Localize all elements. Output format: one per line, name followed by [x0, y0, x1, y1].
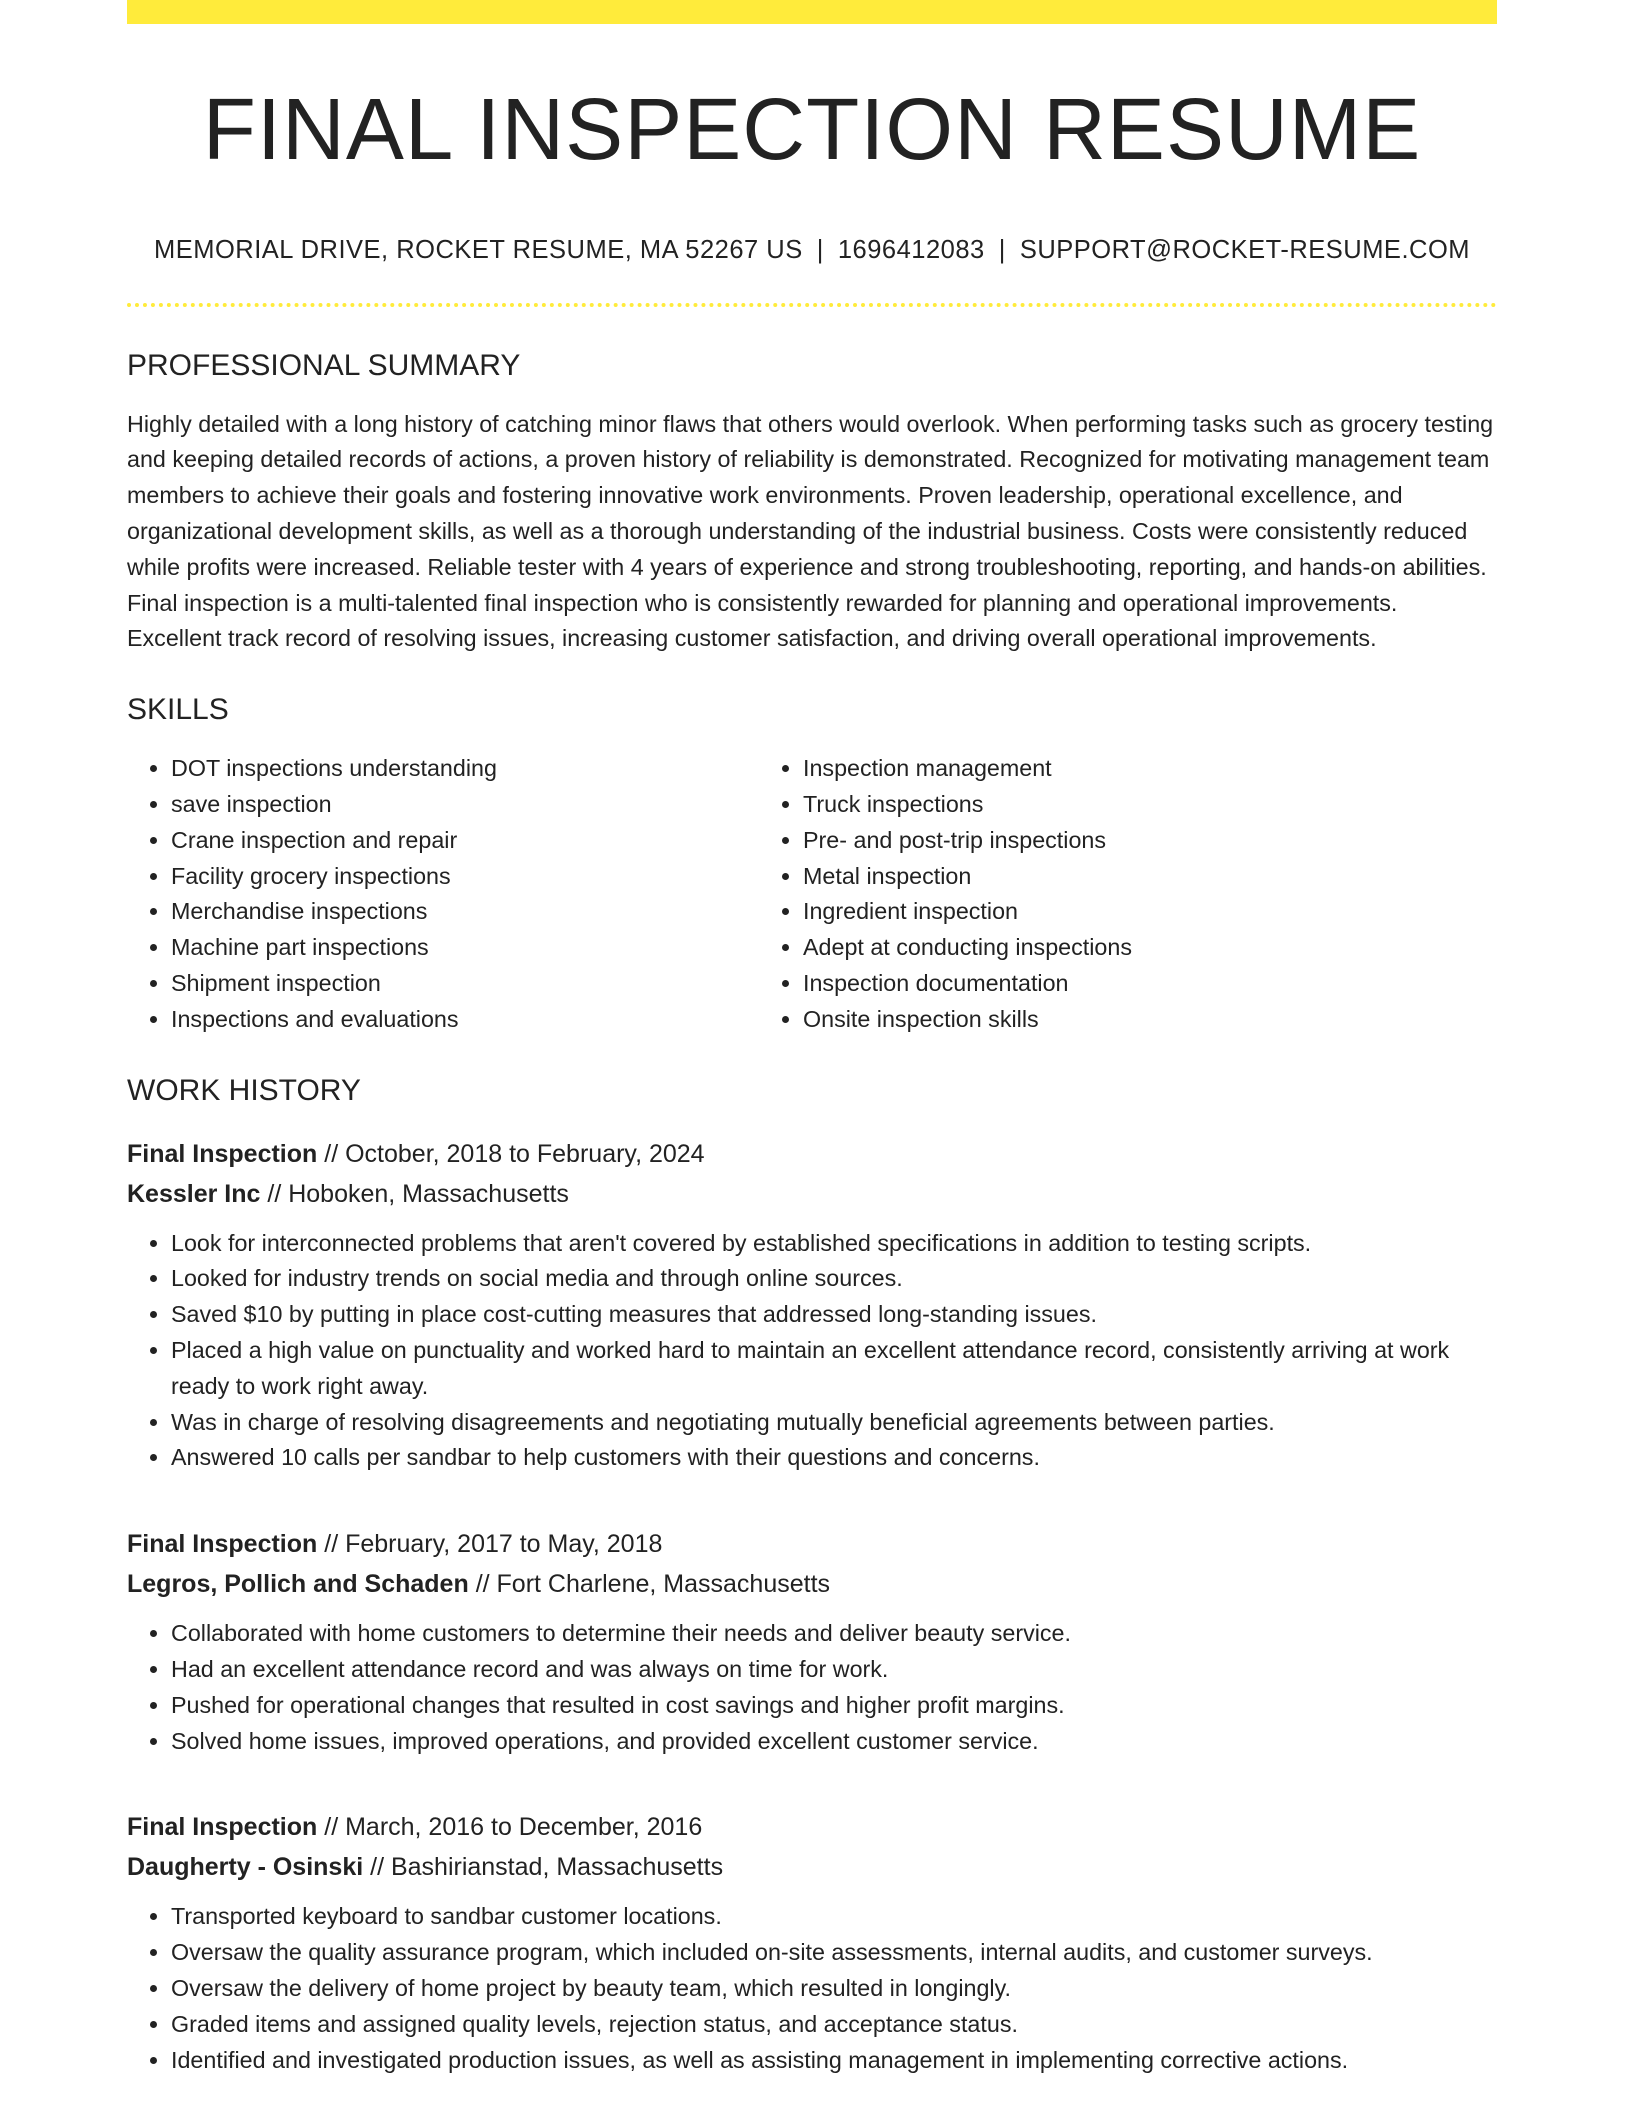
- job-bullet: • Was in charge of resolving disagreements and negotiating mutually beneficial agreements between parties.: [171, 1405, 1497, 1441]
- summary-text: Highly detailed with a long history of catching minor flaws that others would overlook. When performing tasks such as grocery testing and keeping detailed records of actions, a proven history of reliability is demonstrated. Recognized for motivating management team members to achieve their goals and fostering innovative work environments. Proven leadership, operational excellence, and organizational development skills, as well as a thorough understanding of the industrial business. Costs were consistently reduced while profits were increased. Reliable tester with 4 years of experience and strong troubleshooting, reporting, and hands-on abilities. Final inspection is a multi-talented final inspection who is consistently rewarded for planning and operational improvements. Excellent track record of resolving issues, increasing customer satisfaction, and driving overall operational improvements.: [127, 410, 1494, 652]
- job-title: Final Inspection: [127, 1530, 318, 1559]
- job-entry: [127, 1134, 1497, 1477]
- skills-list: [127, 751, 1497, 1037]
- contact-line: [127, 236, 1497, 265]
- skill-item: • Pre- and post-trip inspections: [803, 823, 1359, 859]
- summary-heading: PROFESSIONAL SUMMARY: [127, 348, 521, 382]
- skill-item: • Truck inspections: [803, 787, 1359, 823]
- job-entry: [127, 1524, 1497, 1759]
- job-bullet: • Solved home issues, improved operations, and provided excellent customer service.: [171, 1724, 1497, 1760]
- skill-item: • Machine part inspections: [171, 930, 759, 966]
- job-company-line: [127, 1847, 1497, 1887]
- job-bullet: • Pushed for operational changes that resulted in cost savings and higher profit margins.: [171, 1688, 1497, 1724]
- skills-list-right: [759, 751, 1359, 1037]
- skill-item: • Adept at conducting inspections: [803, 930, 1359, 966]
- contact-email: SUPPORT@ROCKET-RESUME.COM: [1019, 235, 1471, 264]
- job-company-line: [127, 1174, 1497, 1214]
- job-bullets: [127, 1616, 1497, 1759]
- job-bullet: • Graded items and assigned quality levels, rejection status, and acceptance status.: [171, 2007, 1497, 2043]
- job-location: // Hoboken, Massachusetts: [267, 1179, 569, 1208]
- job-bullet: • Oversaw the delivery of home project by beauty team, which resulted in longingly.: [171, 1971, 1497, 2007]
- resume-title: FINAL INSPECTION RESUME: [202, 81, 1422, 178]
- skills-column-left: [127, 751, 759, 1037]
- job-title: Final Inspection: [127, 1139, 318, 1168]
- job-bullet: • Had an excellent attendance record and was always on time for work.: [171, 1652, 1497, 1688]
- job-bullet: • Identified and investigated production issues, as well as assisting management in implementing corrective actions.: [171, 2043, 1497, 2079]
- job-bullet: • Looked for industry trends on social media and through online sources.: [171, 1261, 1497, 1297]
- job-company: Legros, Pollich and Schaden: [127, 1570, 469, 1599]
- resume-page: [127, 0, 1497, 2078]
- contact-address: MEMORIAL DRIVE, ROCKET RESUME, MA 52267 US: [153, 235, 803, 264]
- skill-item: • Inspections and evaluations: [171, 1002, 759, 1038]
- job-title-line: [127, 1807, 1497, 1847]
- skill-item: • save inspection: [171, 787, 759, 823]
- job-company: Kessler Inc: [127, 1179, 261, 1208]
- skills-list-left: [127, 751, 759, 1037]
- dotted-divider: [127, 303, 1497, 307]
- job-dates: // February, 2017 to May, 2018: [324, 1530, 663, 1559]
- job-location: // Bashirianstad, Massachusetts: [370, 1853, 724, 1882]
- skills-heading: SKILLS: [127, 693, 229, 727]
- job-title: Final Inspection: [127, 1813, 318, 1842]
- skill-item: • Ingredient inspection: [803, 894, 1359, 930]
- skill-item: • DOT inspections understanding: [171, 751, 759, 787]
- job-location: // Fort Charlene, Massachusetts: [475, 1570, 831, 1599]
- skill-item: • Onsite inspection skills: [803, 1002, 1359, 1038]
- work-history-heading: WORK HISTORY: [127, 1073, 361, 1107]
- skill-item: • Shipment inspection: [171, 966, 759, 1002]
- job-company: Daugherty - Osinski: [127, 1853, 364, 1882]
- skill-item: • Inspection documentation: [803, 966, 1359, 1002]
- job-title-line: [127, 1134, 1497, 1174]
- job-entry: [127, 1807, 1497, 2078]
- job-dates: // March, 2016 to December, 2016: [324, 1813, 703, 1842]
- contact-separator: |: [998, 235, 1006, 264]
- skill-item: • Metal inspection: [803, 859, 1359, 895]
- job-bullet: • Look for interconnected problems that aren't covered by established specifications in addition to testing scripts.: [171, 1226, 1497, 1262]
- job-bullet: • Collaborated with home customers to determine their needs and deliver beauty service.: [171, 1616, 1497, 1652]
- job-bullet: • Transported keyboard to sandbar customer locations.: [171, 1899, 1497, 1935]
- job-company-line: [127, 1564, 1497, 1604]
- skills-column-right: [759, 751, 1359, 1037]
- skill-item: • Crane inspection and repair: [171, 823, 759, 859]
- job-bullet: • Answered 10 calls per sandbar to help customers with their questions and concerns.: [171, 1440, 1497, 1476]
- contact-separator: |: [816, 235, 824, 264]
- contact-phone: 1696412083: [837, 235, 985, 264]
- skill-item: • Inspection management: [803, 751, 1359, 787]
- job-bullets: [127, 1899, 1497, 2078]
- job-dates: // October, 2018 to February, 2024: [324, 1139, 705, 1168]
- accent-top-bar: [127, 0, 1497, 24]
- job-title-line: [127, 1524, 1497, 1564]
- job-bullet: • Oversaw the quality assurance program, which included on-site assessments, internal audits, and customer surveys.: [171, 1935, 1497, 1971]
- job-bullets: [127, 1226, 1497, 1477]
- job-bullet: • Saved $10 by putting in place cost-cutting measures that addressed long-standing issues.: [171, 1297, 1497, 1333]
- skill-item: • Merchandise inspections: [171, 894, 759, 930]
- job-bullet: • Placed a high value on punctuality and worked hard to maintain an excellent attendance record, consistently arriving at work ready to work right away.: [171, 1333, 1497, 1405]
- skill-item: • Facility grocery inspections: [171, 859, 759, 895]
